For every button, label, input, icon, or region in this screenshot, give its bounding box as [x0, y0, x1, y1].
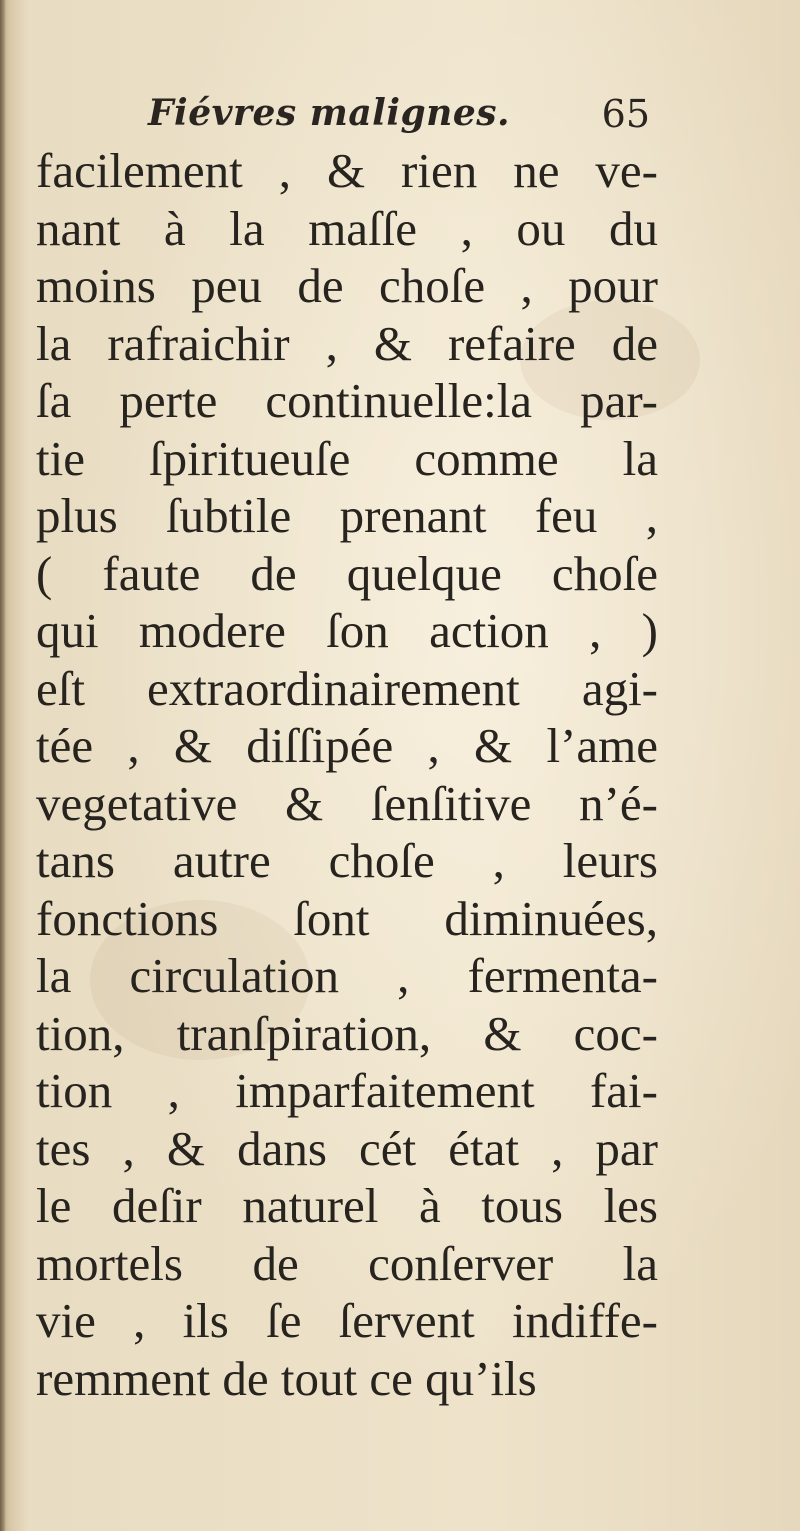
text-line: tée , & diſſipée , & l’ame	[36, 718, 658, 773]
text-line: tie ſpiritueuſe comme la	[36, 430, 658, 486]
text-line: ſa perte continuelle:la par-	[36, 373, 658, 428]
text-line: qui modere ſon action , )	[36, 603, 658, 658]
text-line: facilement , & rien ne ve-	[36, 143, 658, 198]
running-title: Fiévres malignes.	[148, 92, 511, 134]
text-line: remment de tout ce qu’ils	[36, 1350, 537, 1406]
text-line: nant à la maſſe , ou du	[36, 200, 658, 256]
page-gutter-edge	[0, 0, 6, 1531]
page-header	[148, 92, 658, 142]
page-number: 65	[601, 92, 650, 136]
text-line: vie , ils ſe ſervent indiffe-	[36, 1293, 658, 1348]
text-line: fonctions ſont diminuées,	[36, 890, 658, 946]
text-line: tans autre choſe , leurs	[36, 833, 658, 888]
text-line: la rafraichir , & refaire de	[36, 315, 658, 371]
text-line: tes , & dans cét état , par	[36, 1120, 658, 1176]
text-line: tion, tranſpiration, & coc-	[36, 1005, 658, 1061]
text-line: moins peu de choſe , pour	[36, 258, 658, 313]
text-line: mortels de conſerver la	[36, 1235, 658, 1291]
body-text	[36, 142, 676, 1407]
text-line: plus ſubtile prenant feu ,	[36, 488, 658, 543]
text-line: vegetative & ſenſitive n’é-	[36, 775, 658, 831]
text-line: eſt extraordinairement agi-	[36, 660, 658, 716]
text-line: ( faute de quelque choſe	[36, 545, 658, 601]
text-line: le deſir naturel à tous les	[36, 1178, 658, 1233]
text-line: la circulation , fermenta-	[36, 948, 658, 1003]
text-line: tion , imparfaitement fai-	[36, 1063, 658, 1118]
